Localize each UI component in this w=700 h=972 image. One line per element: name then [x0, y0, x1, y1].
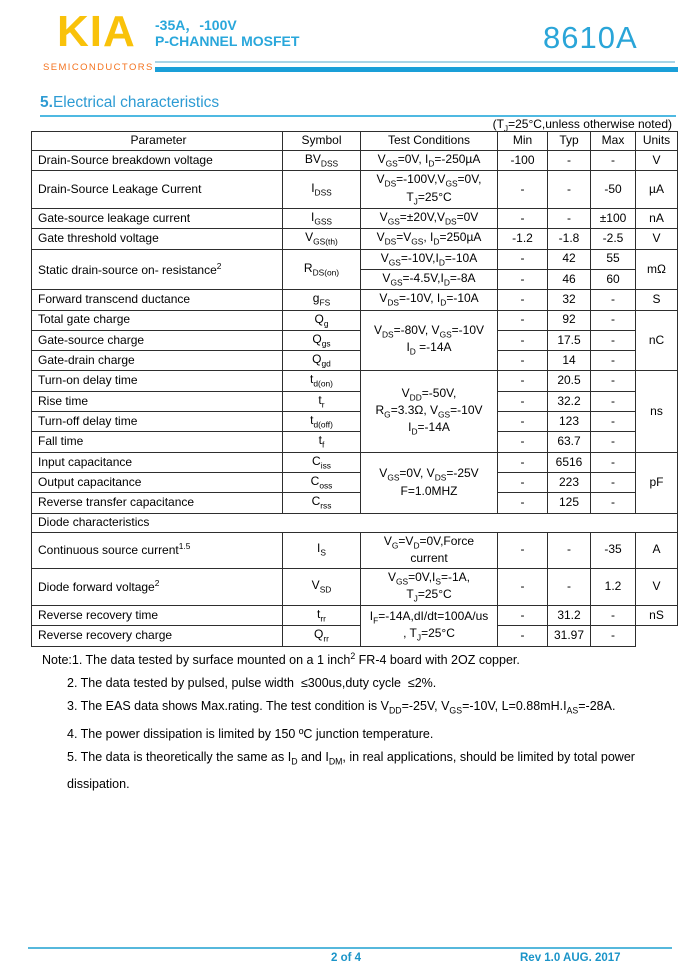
electrical-characteristics-table [31, 131, 678, 647]
min-cell: - [498, 568, 548, 606]
param-cell: Drain-Source Leakage Current [32, 171, 283, 209]
symbol-cell: $C_{oss}$ [283, 473, 361, 493]
typ-cell: 32.2 [548, 391, 591, 411]
typ-cell: 6516 [548, 452, 591, 472]
note-item: 2. The data tested by pulsed, pulse width ≤300us,duty cycle ≤2%. [67, 676, 437, 691]
param-cell: Continuous source current$^{1.5}$ [32, 532, 283, 568]
max-cell: - [591, 626, 636, 646]
cond-cell: $V_{DS}=-10V$, $I_D=-10A$ [361, 290, 498, 310]
max-cell: - [591, 606, 636, 626]
col-header-conditions: Test Conditions [361, 132, 498, 151]
header-rule-thick [155, 67, 678, 72]
units-cell: V [636, 229, 678, 249]
param-cell: Output capacitance [32, 473, 283, 493]
units-cell: S [636, 290, 678, 310]
table-row-qgs [32, 330, 678, 350]
table-row-igss [32, 208, 678, 228]
note-item: Note:1. The data tested by surface mounted on a 1 inch$^2$ FR-4 board with 2OZ copper. [42, 651, 520, 668]
max-cell: -50 [591, 171, 636, 209]
cond-cell: $V_G=V_D=0V,Force$ current [361, 532, 498, 568]
table-row-tr [32, 391, 678, 411]
min-cell: - [498, 532, 548, 568]
cond-cell: $V_{GS}=0V,I_S=-1A$, $T_J=25^\circ C$ [361, 568, 498, 606]
table-row-rdson-1 [32, 249, 678, 269]
symbol-cell: $I_{GSS}$ [283, 208, 361, 228]
units-cell: mΩ [636, 249, 678, 290]
table-row-tf [32, 432, 678, 452]
units-cell: µA [636, 171, 678, 209]
page-number: 2 of 4 [331, 952, 362, 964]
min-cell: -1.2 [498, 229, 548, 249]
min-cell: - [498, 330, 548, 350]
typ-cell: - [548, 532, 591, 568]
min-cell: - [498, 432, 548, 452]
param-cell: Reverse recovery charge [32, 626, 283, 646]
min-cell: - [498, 171, 548, 209]
typ-cell: 14 [548, 351, 591, 371]
col-header-max: Max [591, 132, 636, 151]
param-cell: Diode forward voltage$^2$ [32, 568, 283, 606]
typ-cell: 63.7 [548, 432, 591, 452]
table-row-qg [32, 310, 678, 330]
part-number: 8610A [543, 20, 638, 55]
cond-cell: $V_{DS}=V_{GS}$, $I_D=250\mu A$ [361, 229, 498, 249]
symbol-cell: $I_S$ [283, 532, 361, 568]
param-cell: Fall time [32, 432, 283, 452]
units-cell: nA [636, 208, 678, 228]
param-cell: Gate-source leakage current [32, 208, 283, 228]
max-cell: - [591, 452, 636, 472]
symbol-cell: $C_{rss}$ [283, 493, 361, 513]
units-cell: V [636, 151, 678, 171]
symbol-cell: $V_{SD}$ [283, 568, 361, 606]
min-cell: - [498, 391, 548, 411]
symbol-cell: $t_f$ [283, 432, 361, 452]
diode-section-row [32, 513, 678, 532]
section-heading [40, 94, 676, 117]
table-row-vgsth [32, 229, 678, 249]
symbol-cell: $t_{d(off)}$ [283, 412, 361, 432]
max-cell: - [591, 290, 636, 310]
typ-cell: - [548, 208, 591, 228]
diode-section-label: Diode characteristics [32, 513, 678, 532]
table-row-idss [32, 171, 678, 209]
max-cell: - [591, 432, 636, 452]
table-row-coss [32, 473, 678, 493]
units-cell: pF [636, 452, 678, 513]
param-cell: Reverse recovery time [32, 606, 283, 626]
symbol-cell: $Q_{gs}$ [283, 330, 361, 350]
symbol-cell: $C_{iss}$ [283, 452, 361, 472]
max-cell: - [591, 330, 636, 350]
note-item: 3. The EAS data shows Max.rating. The test condition is $V_{DD}=-25V$, $V_{GS}=-10V$, $L=0.88mH.I_{AS}=-28A$. [67, 699, 616, 716]
typ-cell: 123 [548, 412, 591, 432]
table-row-gfs [32, 290, 678, 310]
symbol-cell: $V_{GS(th)}$ [283, 229, 361, 249]
max-cell: -2.5 [591, 229, 636, 249]
min-cell: - [498, 626, 548, 646]
max-cell: - [591, 412, 636, 432]
min-cell: - [498, 310, 548, 330]
table-row-tdoff [32, 412, 678, 432]
table-row-qgd [32, 351, 678, 371]
max-cell: - [591, 473, 636, 493]
symbol-cell: $t_{rr}$ [283, 606, 361, 626]
typ-cell: 20.5 [548, 371, 591, 391]
col-header-symbol: Symbol [283, 132, 361, 151]
typ-cell: 32 [548, 290, 591, 310]
max-cell: - [591, 351, 636, 371]
max-cell: - [591, 493, 636, 513]
symbol-cell: $g_{FS}$ [283, 290, 361, 310]
notes-block [42, 645, 667, 796]
table-row-tdon [32, 371, 678, 391]
param-cell: Input capacitance [32, 452, 283, 472]
table-row-is [32, 532, 678, 568]
units-cell: V [636, 568, 678, 606]
device-type-label: P-CHANNEL MOSFET [155, 33, 300, 49]
cond-cell: $V_{DS}=-100V,V_{GS}=0V$, $T_J=25^\circ C$ [361, 171, 498, 209]
param-cell: Reverse transfer capacitance [32, 493, 283, 513]
table-row-vsd [32, 568, 678, 606]
symbol-cell: $Q_{rr}$ [283, 626, 361, 646]
symbol-cell: $R_{DS(on)}$ [283, 249, 361, 290]
param-cell: Rise time [32, 391, 283, 411]
min-cell: - [498, 493, 548, 513]
min-cell: - [498, 208, 548, 228]
current-voltage-rating: -35A，-100V [155, 17, 237, 33]
cond-cell: $V_{GS}=0V$, $I_D=-250\mu A$ [361, 151, 498, 171]
param-cell: Gate-source charge [32, 330, 283, 350]
table-row-trr [32, 606, 678, 626]
table-header-row [32, 132, 678, 151]
typ-cell: 31.97 [548, 626, 591, 646]
symbol-cell: $I_{DSS}$ [283, 171, 361, 209]
param-cell: Static drain-source on- resistance$^2$ [32, 249, 283, 290]
min-cell: - [498, 606, 548, 626]
param-cell: Total gate charge [32, 310, 283, 330]
cond-cell: $V_{GS}=0V$, $V_{DS}=-25V$ F=1.0MHZ [361, 452, 498, 513]
revision-label: Rev 1.0 AUG. 2017 [520, 952, 621, 964]
typ-cell: 17.5 [548, 330, 591, 350]
cond-cell: $V_{GS}=-4.5V,I_D=-8A$ [361, 269, 498, 289]
max-cell: -35 [591, 532, 636, 568]
typ-cell: 31.2 [548, 606, 591, 626]
footer-rule [28, 947, 672, 949]
typ-cell: 125 [548, 493, 591, 513]
col-header-parameter: Parameter [32, 132, 283, 151]
cond-cell: $V_{GS}=-10V,I_D=-10A$ [361, 249, 498, 269]
cond-cell: $V_{GS}=\pm 20V,V_{DS}=0V$ [361, 208, 498, 228]
units-cell: A [636, 532, 678, 568]
typ-cell: - [548, 151, 591, 171]
typ-cell: - [548, 171, 591, 209]
table-row-qrr [32, 626, 678, 646]
conditions-note: ($T_J=25^\circ C,unless$ otherwise noted) [492, 117, 672, 134]
param-cell: Turn-on delay time [32, 371, 283, 391]
max-cell: 55 [591, 249, 636, 269]
min-cell: - [498, 249, 548, 269]
max-cell: - [591, 391, 636, 411]
symbol-cell: $t_{d(on)}$ [283, 371, 361, 391]
min-cell: - [498, 452, 548, 472]
table-row-bvdss [32, 151, 678, 171]
param-cell: Drain-Source breakdown voltage [32, 151, 283, 171]
typ-cell: - [548, 568, 591, 606]
units-cell: nC [636, 310, 678, 371]
cond-cell: $I_F=-14A,dI/dt=100A/us$ , $T_J=25^\circ C$ [361, 606, 498, 647]
max-cell: ±100 [591, 208, 636, 228]
max-cell: 60 [591, 269, 636, 289]
typ-cell: 42 [548, 249, 591, 269]
typ-cell: 46 [548, 269, 591, 289]
max-cell: 1.2 [591, 568, 636, 606]
table-row-ciss [32, 452, 678, 472]
typ-cell: 223 [548, 473, 591, 493]
param-cell: Gate threshold voltage [32, 229, 283, 249]
min-cell: - [498, 269, 548, 289]
header-rule-thin [155, 61, 675, 63]
units-cell: ns [636, 371, 678, 452]
param-cell: Forward transcend ductance [32, 290, 283, 310]
typ-cell: -1.8 [548, 229, 591, 249]
max-cell: - [591, 371, 636, 391]
symbol-cell: $Q_{gd}$ [283, 351, 361, 371]
param-cell: Turn-off delay time [32, 412, 283, 432]
table-row-crss [32, 493, 678, 513]
semiconductors-label: SEMICONDUCTORS [43, 62, 154, 73]
symbol-cell: $t_r$ [283, 391, 361, 411]
typ-cell: 92 [548, 310, 591, 330]
section-number: 5. [40, 94, 53, 111]
param-cell: Gate-drain charge [32, 351, 283, 371]
col-header-min: Min [498, 132, 548, 151]
symbol-cell: $BV_{DSS}$ [283, 151, 361, 171]
max-cell: - [591, 151, 636, 171]
cond-cell: $V_{DD}=-50V$, $R_G=3.3\Omega$, $V_{GS}=-10V$ $I_D=-14A$ [361, 371, 498, 452]
section-title: Electrical characteristics [52, 94, 220, 111]
min-cell: - [498, 371, 548, 391]
cond-cell: $V_{DS}=-80V$, $V_{GS}=-10V$ $I_D =-14A$ [361, 310, 498, 371]
note-item: 4. The power dissipation is limited by 150 ºC junction temperature. [67, 726, 434, 741]
max-cell: - [591, 310, 636, 330]
kia-logo: KIA [57, 7, 136, 56]
min-cell: - [498, 473, 548, 493]
col-header-typ: Typ [548, 132, 591, 151]
note-item: 5. The data is theoretically the same as $I_D$ and $I_{DM}$, in real applications, should be limited by total power dissipation. [67, 749, 639, 792]
min-cell: - [498, 412, 548, 432]
min-cell: - [498, 290, 548, 310]
units-cell: nS [636, 606, 678, 626]
col-header-units: Units [636, 132, 678, 151]
min-cell: -100 [498, 151, 548, 171]
min-cell: - [498, 351, 548, 371]
symbol-cell: $Q_g$ [283, 310, 361, 330]
